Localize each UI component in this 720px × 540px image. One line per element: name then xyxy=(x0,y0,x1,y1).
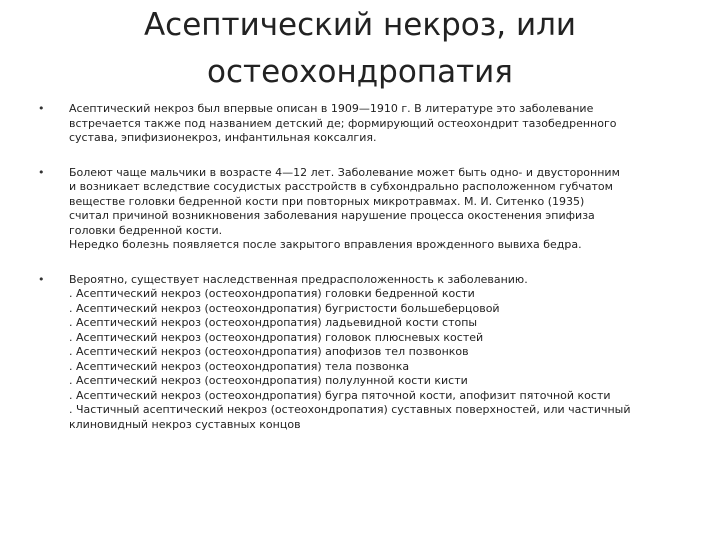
bullet-line: сустава, эпифизионекроз, инфантильная коксалгия. xyxy=(69,131,377,144)
bullet-line: считал причиной возникновения заболевания нарушение процесса окостенения эпифиза xyxy=(69,209,595,222)
bullet-line: . Асептический некроз (остеохондропатия) бугра пяточной кости, апофизит пяточной кости xyxy=(69,388,611,402)
bullet-item-history xyxy=(0,102,720,146)
slide-title-line-2: остеохондропатия xyxy=(207,54,513,90)
bullet-marker: • xyxy=(38,165,45,179)
bullet-line: Асептический некроз был впервые описан в 1909—1910 г. В литературе это заболевание xyxy=(69,102,594,115)
bullet-line: . Асептический некроз (остеохондропатия) тела позвонка xyxy=(69,359,410,373)
bullet-line: Вероятно, существует наследственная предрасположенность к заболеванию. xyxy=(69,272,528,286)
bullet-line: . Асептический некроз (остеохондропатия) головки бедренной кости xyxy=(69,287,475,300)
bullet-marker: • xyxy=(38,272,45,286)
bullet-line: . Асептический некроз (остеохондропатия) бугристости большеберцовой xyxy=(69,301,500,315)
bullet-line: и возникает вследствие сосудистых расстройств в субхондрально расположенном губчатом xyxy=(69,180,613,193)
bullet-line: головки бедренной кости. xyxy=(69,223,223,237)
bullet-line: . Асептический некроз (остеохондропатия) ладьевидной кости стопы xyxy=(69,316,478,329)
bullet-item-forms xyxy=(0,273,720,433)
bullet-line: . Асептический некроз (остеохондропатия) полулунной кости кисти xyxy=(69,374,468,387)
bullet-marker: • xyxy=(38,102,45,115)
bullet-line: встречается также под названием детский де; формирующий остеохондрит тазобедренного xyxy=(69,116,617,130)
bullet-line: веществе головки бедренной кости при повторных микротравмах. М. И. Ситенко (1935) xyxy=(69,194,585,208)
bullet-text xyxy=(69,102,705,146)
bullet-text xyxy=(69,166,705,253)
slide-title-line-1: Асептический некроз, или xyxy=(143,7,577,43)
bullet-line: . Частичный асептический некроз (остеохондропатия) суставных поверхностей, или частичный xyxy=(69,403,631,416)
bullet-text xyxy=(69,273,705,433)
slide-title xyxy=(60,2,660,96)
bullet-list xyxy=(0,102,720,452)
bullet-line: Болеют чаще мальчики в возрасте 4—12 лет. Заболевание может быть одно- и двусторонним xyxy=(69,165,620,179)
bullet-line: . Асептический некроз (остеохондропатия) головок плюсневых костей xyxy=(69,330,484,344)
bullet-item-epidemiology xyxy=(0,166,720,253)
bullet-line: Нередко болезнь появляется после закрытого вправления врожденного вывиха бедра. xyxy=(69,238,582,251)
bullet-line: . Асептический некроз (остеохондропатия) апофизов тел позвонков xyxy=(69,345,469,358)
bullet-line: клиновидный некроз суставных концов xyxy=(69,417,301,431)
